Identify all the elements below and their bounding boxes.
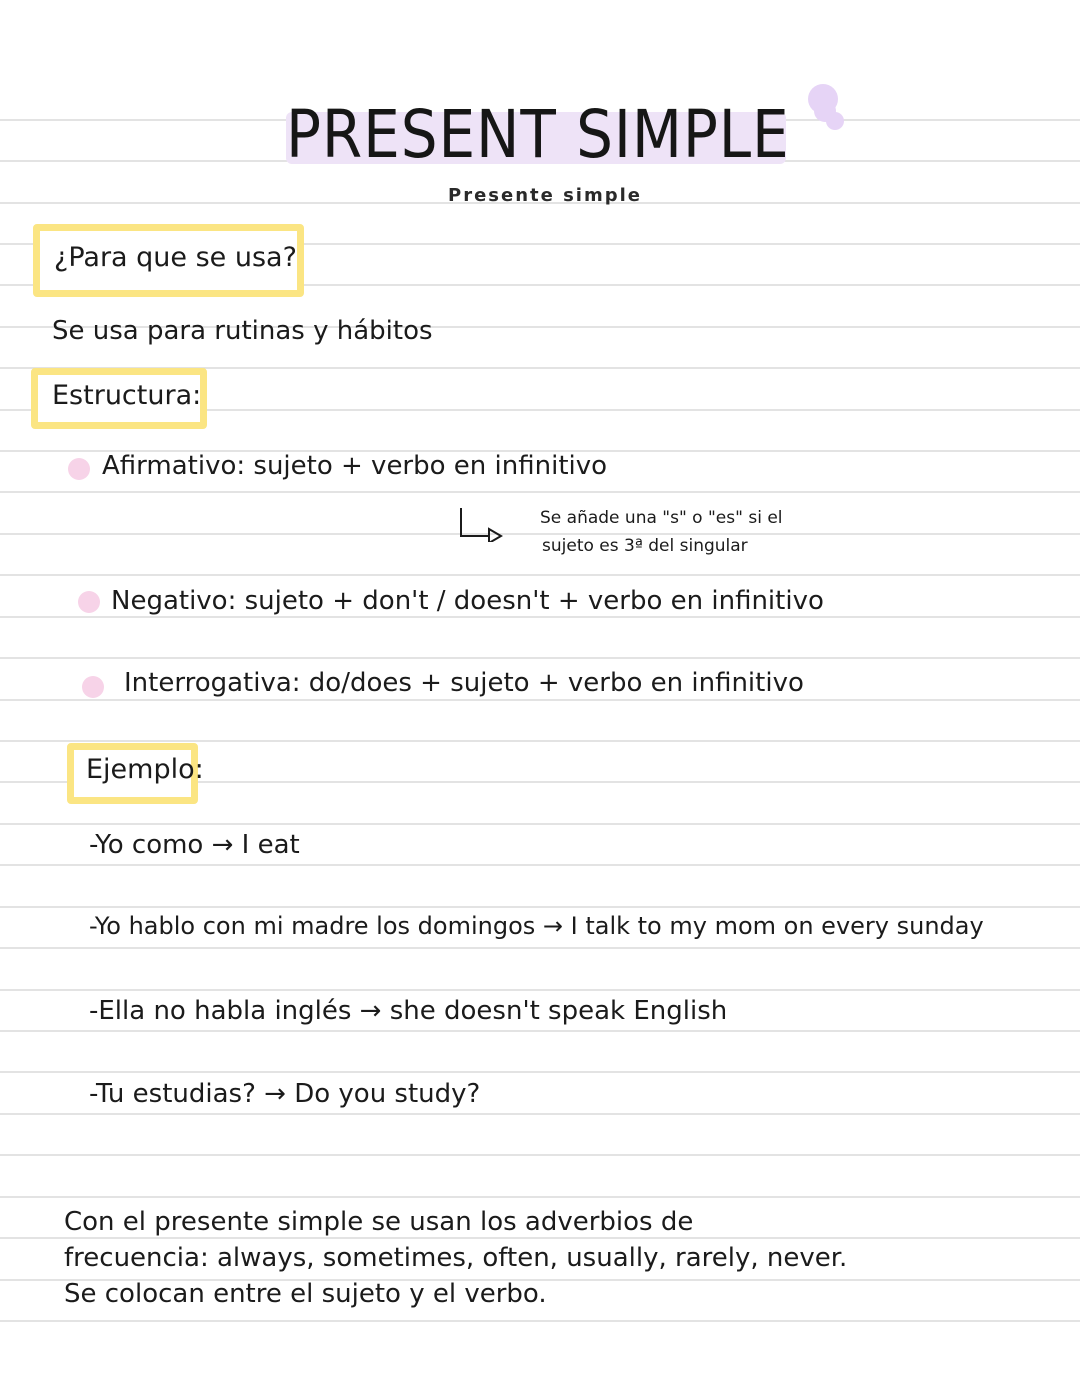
- affirmative-rule: Afirmativo: sujeto + verbo en infinitivo: [102, 451, 608, 481]
- affirmative-note-line1: Se añade una "s" o "es" si el: [540, 508, 783, 528]
- interrogative-rule: Interrogativa: do/does + sujeto + verbo en infinitivo: [124, 668, 804, 698]
- structure-heading: Estructura:: [52, 380, 202, 411]
- usage-heading: ¿Para que se usa?: [54, 242, 297, 273]
- example-item: -Yo hablo con mi madre los domingos → I talk to my mom on every sunday: [89, 912, 984, 940]
- decorative-blob: [814, 100, 836, 122]
- closing-line-3: Se colocan entre el sujeto y el verbo.: [64, 1279, 547, 1309]
- example-heading: Ejemplo:: [86, 754, 204, 785]
- negative-rule: Negativo: sujeto + don't / doesn't + verbo en infinitivo: [111, 586, 824, 616]
- page-subtitle: Presente simple: [448, 185, 642, 206]
- closing-paragraph: [64, 1204, 964, 1312]
- closing-line-2: frecuencia: always, sometimes, often, usually, rarely, never.: [64, 1243, 848, 1273]
- bullet-affirmative: [68, 458, 90, 480]
- example-item: -Yo como → I eat: [89, 830, 300, 860]
- example-item: -Tu estudias? → Do you study?: [89, 1079, 481, 1109]
- affirmative-note-line2: sujeto es 3ª del singular: [542, 536, 748, 556]
- bullet-interrogative: [82, 676, 104, 698]
- corner-arrow-icon: [455, 506, 505, 542]
- bullet-negative: [78, 591, 100, 613]
- usage-text: Se usa para rutinas y hábitos: [52, 316, 433, 346]
- closing-line-1: Con el presente simple se usan los adverbios de: [64, 1207, 694, 1237]
- page-title: PRESENT SIMPLE: [286, 96, 790, 173]
- example-item: -Ella no habla inglés → she doesn't speak English: [89, 996, 728, 1026]
